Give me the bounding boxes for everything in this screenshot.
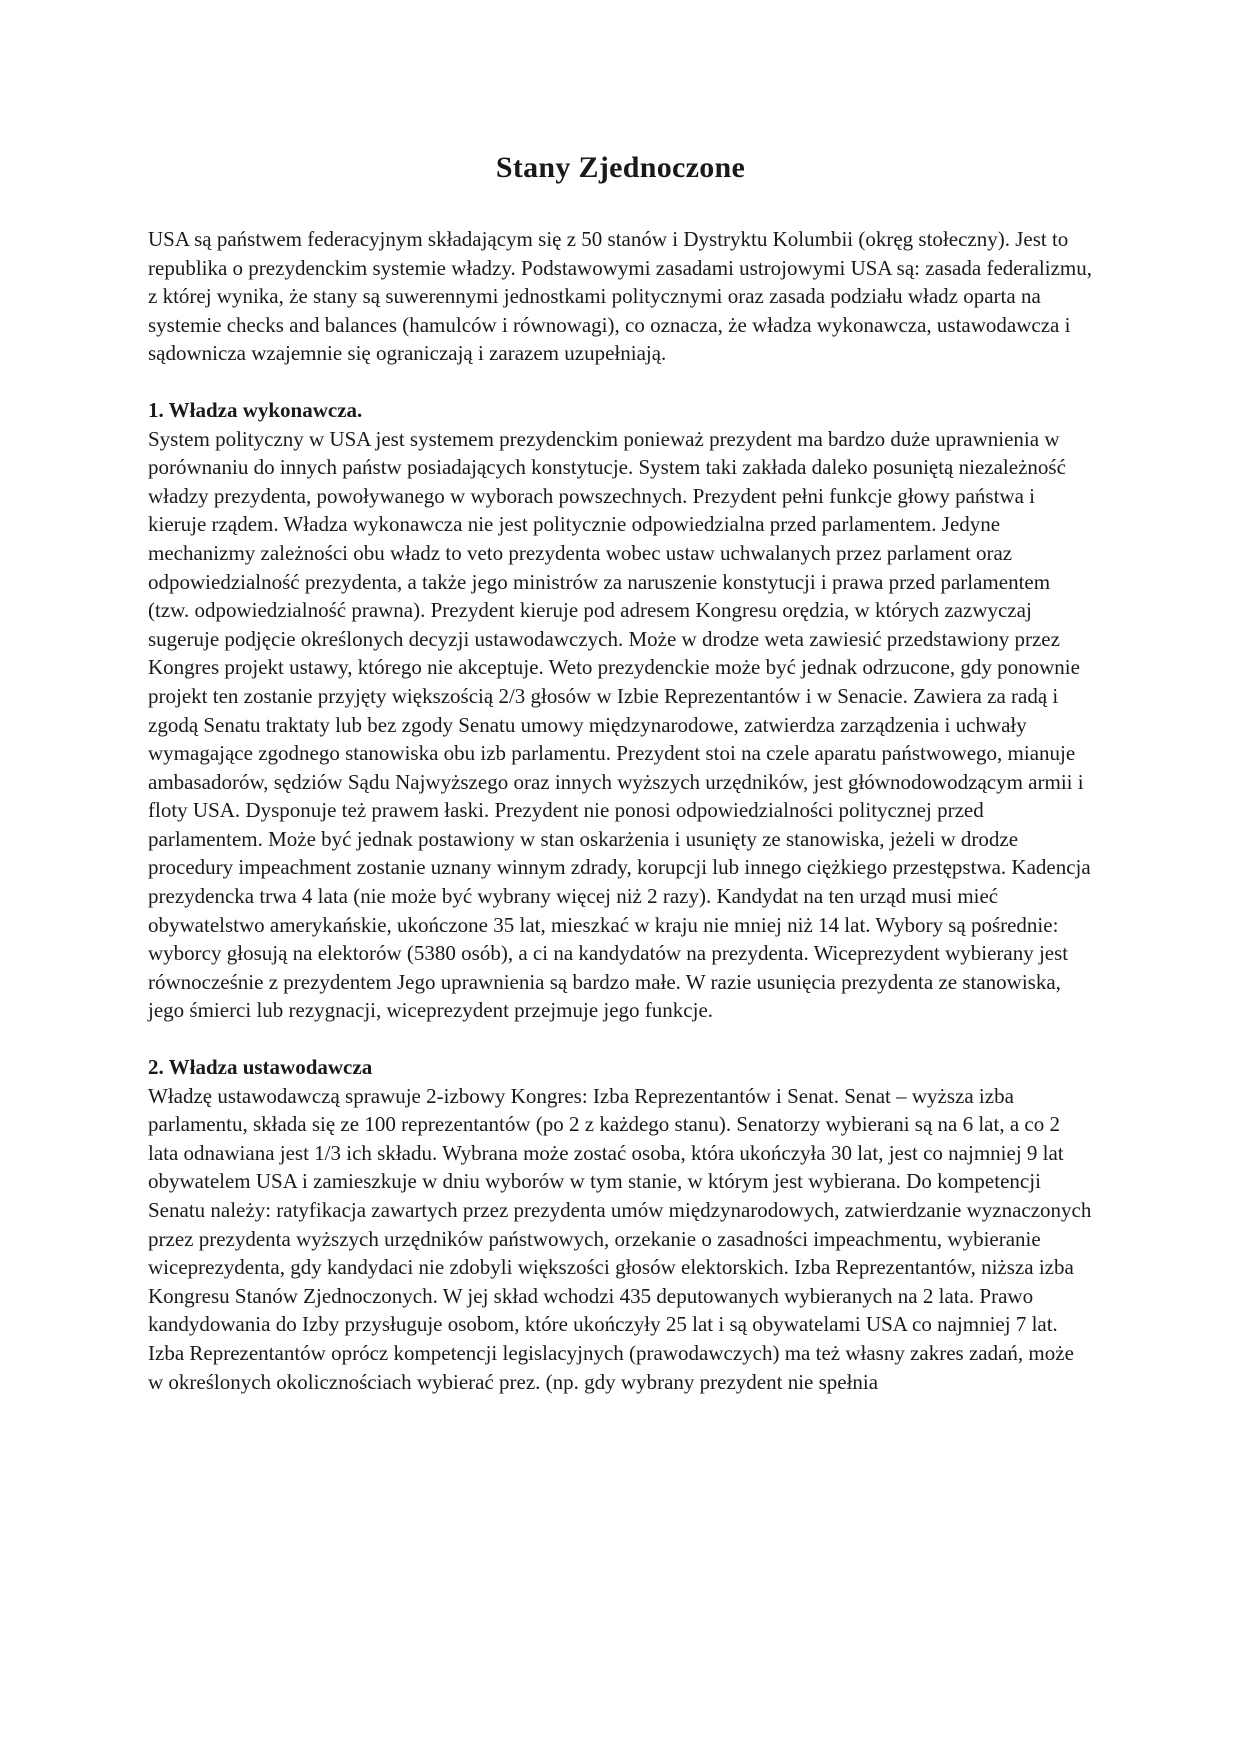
section-body-legislative: Władzę ustawodawczą sprawuje 2-izbowy Kongres: Izba Reprezentantów i Senat. Senat – wyższa izba parlamentu, składa się ze 100 reprezentantów (po 2 z każdego stanu). Senatorzy wybierani są na 6 lat, a co 2 lata odnawiana jest 1/3 ich składu. Wybrana może zostać osoba, która ukończyła 30 lat, jest co najmniej 9 lat obywatelem USA i zamieszkuje w dniu wyborów w tym stanie, w którym jest wybierana. Do kompetencji Senatu należy: ratyfikacja zawartych przez prezydenta umów międzynarodowych, zatwierdzanie wyznaczonych przez prezydenta wyższych urzędników państwowych, orzekanie o zasadności impeachmentu, wybieranie wiceprezydenta, gdy kandydaci nie zdobyli większości głosów elektorskich. Izba Reprezentantów, niższa izba Kongresu Stanów Zjednoczonych. W jej skład wchodzi 435 deputowanych wybieranych na 2 lata. Prawo kandydowania do Izby przysługuje osobom, które ukończyły 25 lat i są obywatelami USA co najmniej 7 lat. Izba Reprezentantów oprócz kompetencji legislacyjnych (prawodawczych) ma też własny zakres zadań, może w określonych okolicznościach wybierać prez. (np. gdy wybrany prezydent nie spełnia [148, 1083, 1092, 1394]
intro-paragraph: USA są państwem federacyjnym składającym się z 50 stanów i Dystryktu Kolumbii (okręg stołeczny). Jest to republika o prezydenckim systemie władzy. Podstawowymi zasadami ustrojowymi USA są: zasada federalizmu, z której wynika, że stany są suwerennymi jednostkami politycznymi oraz zasada podziału władz oparta na systemie checks and balances (hamulców i równowagi), co oznacza, że władza wykonawcza, ustawodawcza i sądownicza wzajemnie się ograniczają i zarazem uzupełniają. [148, 227, 1092, 366]
section-body-executive: System polityczny w USA jest systemem prezydenckim ponieważ prezydent ma bardzo duże uprawnienia w porównaniu do innych państw posiadających konstytucje. System taki zakłada daleko posuniętą niezależność władzy prezydenta, powoływanego w wyborach powszechnych. Prezydent pełni funkcje głowy państwa i kieruje rządem. Władza wykonawcza nie jest politycznie odpowiedzialna przed parlamentem. Jedyne mechanizmy zależności obu władz to veto prezydenta wobec ustaw uchwalanych przez parlament oraz odpowiedzialność prezydenta, a także jego ministrów za naruszenie konstytucji i prawa przed parlamentem (tzw. odpowiedzialność prawna). Prezydent kieruje pod adresem Kongresu orędzia, w których zazwyczaj sugeruje podjęcie określonych decyzji ustawodawczych. Może w drodze weta zawiesić przedstawiony przez Kongres projekt ustawy, którego nie akceptuje. Weto prezydenckie może być jednak odrzucone, gdy ponownie projekt ten zostanie przyjęty większością 2/3 głosów w Izbie Reprezentantów i w Senacie. Zawiera za radą i zgodą Senatu traktaty lub bez zgody Senatu umowy międzynarodowe, zatwierdza zarządzenia i uchwały wymagające zgodnego stanowiska obu izb parlamentu. Prezydent stoi na czele aparatu państwowego, mianuje ambasadorów, sędziów Sądu Najwyższego oraz innych wyższych urzędników, jest głównodowodzącym armii i floty USA. Dysponuje też prawem łaski. Prezydent nie ponosi odpowiedzialności politycznej przed parlamentem. Może być jednak postawiony w stan oskarżenia i usunięty ze stanowiska, jeżeli w drodze procedury impeachment zostanie uznany winnym zdrady, korupcji lub innego ciężkiego przestępstwa. Kadencja prezydencka trwa 4 lata (nie może być wybrany więcej niż 2 razy). Kandydat na ten urząd musi mieć obywatelstwo amerykańskie, ukończone 35 lat, mieszkać w kraju nie mniej niż 14 lat. Wybory są pośrednie: wyborcy głosują na elektorów (5380 osób), a ci na kandydatów na prezydenta. Wiceprezydent wybierany jest równocześnie z prezydentem Jego uprawnienia są bardzo małe. W razie usunięcia prezydenta ze stanowiska, jego śmierci lub rezygnacji, wiceprezydent przejmuje jego funkcje. [148, 426, 1091, 1023]
section-heading-legislative: 2. Władza ustawodawcza [148, 1055, 373, 1080]
document-title: Stany Zjednoczone [495, 151, 746, 184]
document-page [148, 150, 1093, 1396]
section-heading-executive: 1. Władza wykonawcza. [148, 397, 363, 422]
